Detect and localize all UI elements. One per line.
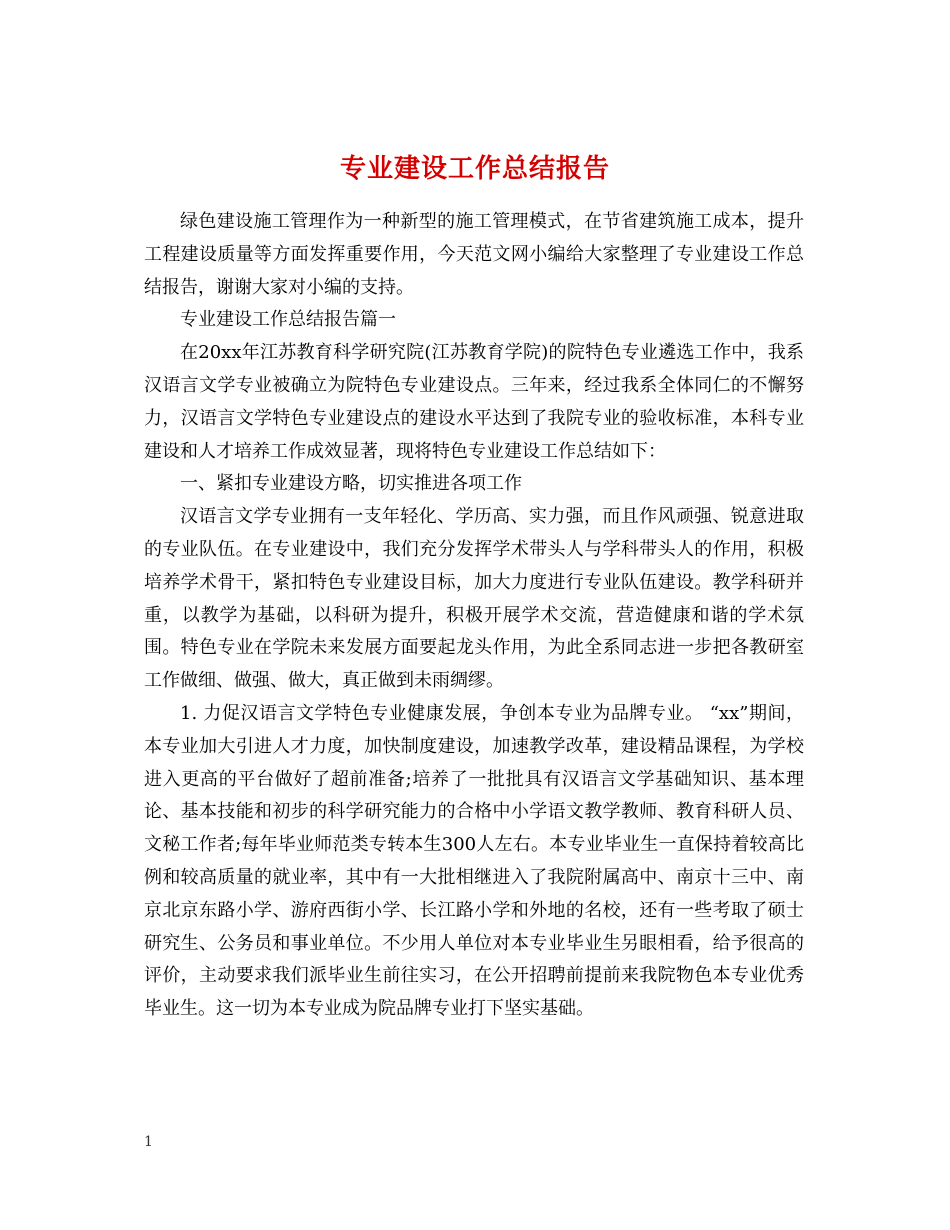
paragraph-background: 在20xx年江苏教育科学研究院(江苏教育学院)的院特色专业遴选工作中，我系汉语言文学专业被确立为院特色专业建设点。三年来，经过我系全体同仁的不懈努力，汉语言文学特色专业建设点的建设水平达到了我院专业的验收标准，本科专业建设和人才培养工作成效显著，现将特色专业建设工作总结如下： bbox=[144, 342, 804, 462]
document-body bbox=[144, 206, 804, 1026]
paragraph-team: 汉语言文学专业拥有一支年轻化、学历高、实力强，而且作风顽强、锐意进取的专业队伍。在专业建设中，我们充分发挥学术带头人与学科带头人的作用，积极培养学术骨干，紧扣特色专业建设目标，加大力度进行专业队伍建设。教学科研并重，以教学为基础，以科研为提升，积极开展学术交流，营造健康和谐的学术氛围。特色专业在学院未来发展方面要起龙头作用，为此全系同志进一步把各教研室工作做细、做强、做大，真正做到未雨绸缪。 bbox=[144, 506, 804, 692]
page-number: 1 bbox=[144, 1134, 153, 1150]
section-heading-strategy: 一、紧扣专业建设方略，切实推进各项工作 bbox=[180, 473, 522, 495]
paragraph-development: 1. 力促汉语言文学特色专业健康发展，争创本专业为品牌专业。 “xx”期间，本专业加大引进人才力度，加快制度建设，加速教学改革，建设精品课程，为学校进入更高的平台做好了超前准备;培养了一批批具有汉语言文学基础知识、基本理论、基本技能和初步的科学研究能力的合格中小学语文教学教师、教育科研人员、文秘工作者;每年毕业师范类专转本生300人左右。本专业毕业生一直保持着较高比例和较高质量的就业率，其中有一大批相继进入了我院附属高中、南京十三中、南京北京东路小学、游府西街小学、长江路小学和外地的名校，还有一些考取了硕士研究生、公务员和事业单位。不少用人单位对本专业毕业生另眼相看，给予很高的评价，主动要求我们派毕业生前往实习，在公开招聘前提前来我院物色本专业优秀毕业生。这一切为本专业成为院品牌专业打下坚实基础。 bbox=[144, 702, 804, 1020]
section-heading-part-one: 专业建设工作总结报告篇一 bbox=[180, 309, 396, 331]
paragraph-intro: 绿色建设施工管理作为一种新型的施工管理模式，在节省建筑施工成本，提升工程建设质量等方面发挥重要作用，今天范文网小编给大家整理了专业建设工作总结报告，谢谢大家对小编的支持。 bbox=[144, 211, 804, 298]
page-title: 专业建设工作总结报告 bbox=[339, 154, 610, 185]
